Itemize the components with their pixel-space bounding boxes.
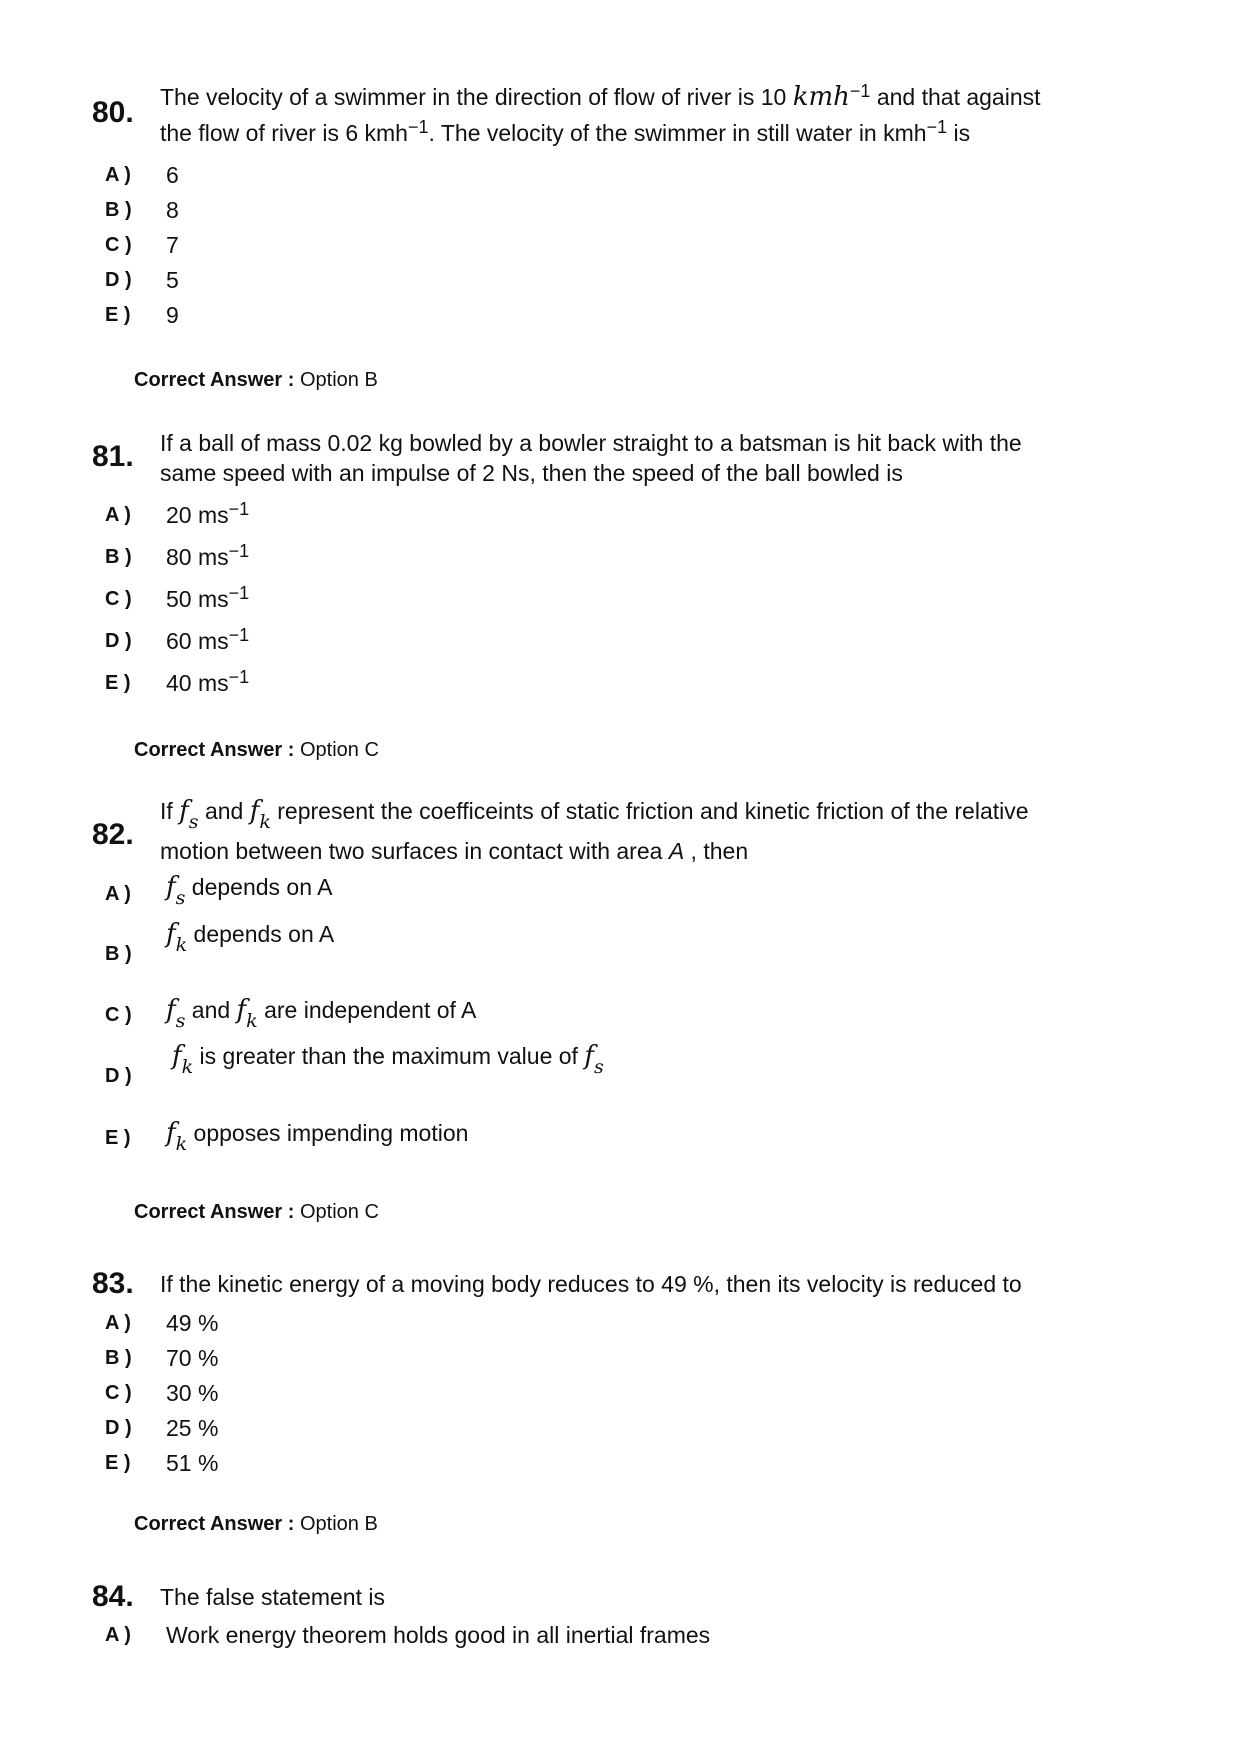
correct-answer: [134, 737, 379, 763]
option-label: A ): [105, 504, 131, 526]
option-value: 70 %: [166, 1345, 219, 1371]
option-e[interactable]: [0, 1446, 1241, 1480]
option-e[interactable]: [0, 666, 1241, 700]
question-text-line-1: The velocity of a swimmer in the direction of flow of river is 10 kmh$^{-1}$ and that against: [160, 81, 1041, 112]
question-number: 84.: [92, 1580, 134, 1613]
option-value: 6: [166, 162, 179, 188]
option-label: E ): [105, 1127, 131, 1149]
option-value: 20 $ms^{-1}$: [166, 499, 250, 528]
option-a[interactable]: [0, 1306, 1241, 1340]
correct-answer-label: Correct Answer :: [134, 1201, 295, 1223]
option-c[interactable]: [0, 1376, 1241, 1410]
question-number: 80.: [92, 96, 134, 129]
option-value: Work energy theorem holds good in all inertial frames: [166, 1622, 711, 1648]
question-text: [160, 82, 1160, 148]
option-a[interactable]: [0, 1618, 1241, 1652]
option-value: 49 %: [166, 1310, 219, 1336]
option-label: B ): [105, 1347, 132, 1369]
option-value: 40 $ms^{-1}$: [166, 667, 250, 696]
option-label: C ): [105, 234, 132, 256]
question-number: 83.: [92, 1267, 134, 1300]
option-label: A ): [105, 1624, 131, 1646]
correct-answer: [134, 367, 378, 393]
correct-answer-label: Correct Answer :: [134, 369, 295, 391]
question-text: [160, 796, 1160, 866]
question-text: The false statement is: [160, 1584, 385, 1610]
option-b-text: $f_k$ depends on A: [166, 919, 335, 956]
option-value: 80 $ms^{-1}$: [166, 541, 250, 570]
correct-answer: [134, 1199, 379, 1225]
option-value: 51 %: [166, 1450, 219, 1476]
question-number: 81.: [92, 440, 134, 473]
option-value: 50 $ms^{-1}$: [166, 583, 250, 612]
option-label: D ): [105, 630, 132, 652]
question-text-line-2: motion between two surfaces in contact with area A , then: [160, 838, 749, 864]
question-text-line-2: the flow of river is 6 kmh$^{-1}$. The velocity of the swimmer in still water in kmh$^{-1}$ is: [160, 117, 971, 146]
question-text: [160, 428, 1160, 488]
option-label: C ): [105, 1004, 132, 1026]
option-value: 5: [166, 267, 179, 293]
option-label: B ): [105, 943, 132, 965]
option-b[interactable]: [0, 193, 1241, 227]
option-label: D ): [105, 1417, 132, 1439]
option-a[interactable]: [0, 498, 1241, 532]
option-a[interactable]: [0, 158, 1241, 192]
option-a-text: $f_s$ depends on A: [166, 872, 333, 909]
option-label: D ): [105, 269, 132, 291]
option-c[interactable]: [0, 228, 1241, 262]
option-d[interactable]: [0, 263, 1241, 297]
option-b[interactable]: [0, 1341, 1241, 1375]
option-label: A ): [105, 883, 131, 905]
question-text-line-2: same speed with an impulse of 2 Ns, then the speed of the ball bowled is: [160, 460, 903, 486]
option-label: C ): [105, 1382, 132, 1404]
correct-answer-value: Option C: [294, 1201, 379, 1223]
correct-answer-value: Option C: [294, 739, 379, 761]
correct-answer-label: Correct Answer :: [134, 1513, 295, 1535]
option-value: 7: [166, 232, 179, 258]
option-label: B ): [105, 199, 132, 221]
option-c-text: $f_s$ and $f_k$ are independent of A: [166, 995, 477, 1032]
option-label: C ): [105, 588, 132, 610]
option-b[interactable]: [0, 540, 1241, 574]
question-text: If the kinetic energy of a moving body reduces to 49 %, then its velocity is reduced to: [160, 1271, 1022, 1297]
option-value: 8: [166, 197, 179, 223]
option-label: E ): [105, 672, 131, 694]
option-e[interactable]: [0, 298, 1241, 332]
question-text-line-1: If $f_s$ and $f_k$ represent the coefficeints of static friction and kinetic friction of the relative: [160, 796, 1029, 833]
option-value: 9: [166, 302, 179, 328]
correct-answer-value: Option B: [294, 1513, 378, 1535]
option-value: 60 $ms^{-1}$: [166, 625, 250, 654]
option-label: A ): [105, 164, 131, 186]
option-label: A ): [105, 1312, 131, 1334]
option-value: 30 %: [166, 1380, 219, 1406]
question-text-line-1: If a ball of mass 0.02 kg bowled by a bowler straight to a batsman is hit back with the: [160, 430, 1022, 456]
option-d[interactable]: [0, 624, 1241, 658]
option-label: E ): [105, 304, 131, 326]
correct-answer-value: Option B: [294, 369, 378, 391]
question-number: 82.: [92, 818, 134, 851]
option-label: E ): [105, 1452, 131, 1474]
option-label: B ): [105, 546, 132, 568]
option-label: D ): [105, 1065, 132, 1087]
option-e-text: $f_k$ opposes impending motion: [166, 1118, 469, 1155]
option-c[interactable]: [0, 582, 1241, 616]
correct-answer-label: Correct Answer :: [134, 739, 295, 761]
option-d[interactable]: [0, 1411, 1241, 1445]
correct-answer: [134, 1511, 378, 1537]
option-d-text: $f_k$ is greater than the maximum value of $f_s$: [172, 1041, 604, 1078]
option-value: 25 %: [166, 1415, 219, 1441]
